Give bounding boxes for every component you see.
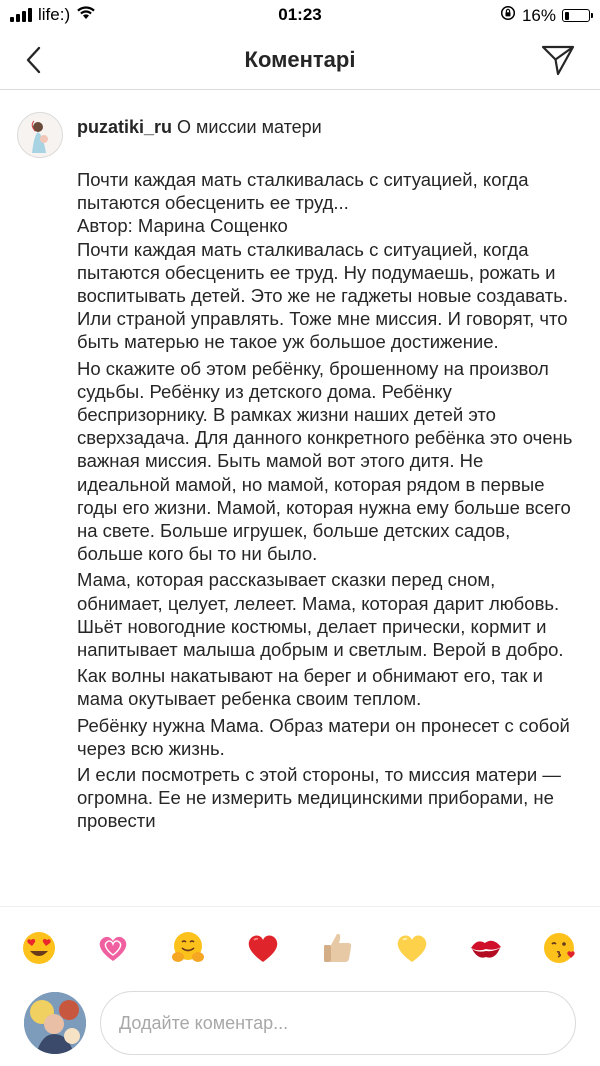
comment-input[interactable]: [100, 991, 576, 1055]
carrier-label: life:): [38, 5, 71, 24]
hugging-emoji-button[interactable]: [170, 930, 206, 966]
thumbs-up-emoji-button[interactable]: [320, 930, 356, 966]
status-right: [500, 5, 590, 26]
battery-percent: 16%: [521, 5, 556, 25]
growing-heart-icon: [95, 930, 131, 966]
red-heart-icon: [245, 930, 281, 966]
comment-paragraph: Почти каждая мать сталкивалась с ситуацией, когда пытаются обесценить ее труд...: [77, 169, 529, 214]
kissing-wink-emoji-button[interactable]: [542, 930, 578, 966]
kissing-wink-icon: [542, 930, 578, 966]
hugging-icon: [170, 930, 206, 966]
status-time: 01:23: [278, 5, 322, 24]
red-heart-emoji-button[interactable]: [245, 930, 281, 966]
heart-eyes-icon: [21, 930, 57, 966]
battery-level: [565, 12, 569, 20]
comment-input-row: [0, 986, 600, 1066]
heart-eyes-emoji-button[interactable]: [21, 930, 57, 966]
status-bar: [0, 0, 600, 30]
comment-body: [77, 168, 577, 836]
page-title: Коментарі: [244, 47, 356, 72]
kiss-mark-emoji-button[interactable]: [468, 930, 504, 966]
comment-paragraph: И если посмотреть с этой стороны, то миссия матери — огромна. Ее не измерить медицинскими приборами, не провести: [77, 764, 561, 832]
send-button[interactable]: [538, 42, 578, 78]
paper-plane-icon: [541, 44, 575, 76]
yellow-heart-icon: [394, 930, 430, 966]
caption-title: О миссии матери: [177, 117, 322, 137]
user-avatar: [24, 992, 86, 1054]
nav-bar: [0, 30, 600, 90]
orientation-lock-icon: [500, 5, 516, 26]
comment-paragraph: Почти каждая мать сталкивалась с ситуацией, когда пытаются обесценить ее труд. Ну подумаешь, рожать и воспитывать детей. Это же не гаджеты новые создавать. Или страной управлять. Тоже мне миссия. И говорят, что быть матерью не такое уж большое достижение.: [77, 238, 569, 353]
comment-paragraph: Мама, которая рассказывает сказки перед сном, обнимает, целует, лелеет. Мама, которая дарит любовь. Шьёт новогодние костюмы, делает прически, кормит и напитывает малыша добрым и светлым. Верой в добро.: [77, 569, 564, 661]
comment-paragraph: Ребёнку нужна Мама. Образ матери он пронесет с собой через всю жизнь.: [77, 714, 570, 759]
yellow-heart-emoji-button[interactable]: [394, 930, 430, 966]
comment-header: [77, 117, 322, 138]
comment-paragraph: Как волны накатывают на берег и обнимают его, так и мама окутывает ребенка своим теплом.: [77, 665, 544, 710]
battery-icon: [562, 9, 590, 22]
comment-paragraph: Но скажите об этом ребёнку, брошенному на произвол судьбы. Ребёнку из детского дома. Ребёнку беспризорнику. В рамках жизни наших детей это сверхзадача. Для данного конкретного ребёнка это очень важная миссия. Быть мамой вот этого дитя. Не идеальной мамой, но мамой, которая рядом в первые годы его жизни. Мамой, которая нужна ему больше всего на свете. Больше игрушек, больше детских садов, больше кого бы то ни было.: [77, 357, 573, 565]
author-avatar[interactable]: [17, 112, 63, 158]
thumbs-up-icon: [320, 930, 356, 966]
author-username[interactable]: puzatiki_ru: [77, 117, 173, 137]
caption-comment: [0, 90, 600, 904]
comment-paragraph: Автор: Марина Сощенко: [77, 215, 288, 237]
kiss-mark-icon: [468, 930, 504, 966]
growing-heart-emoji-button[interactable]: [95, 930, 131, 966]
emoji-bar: [0, 906, 600, 986]
